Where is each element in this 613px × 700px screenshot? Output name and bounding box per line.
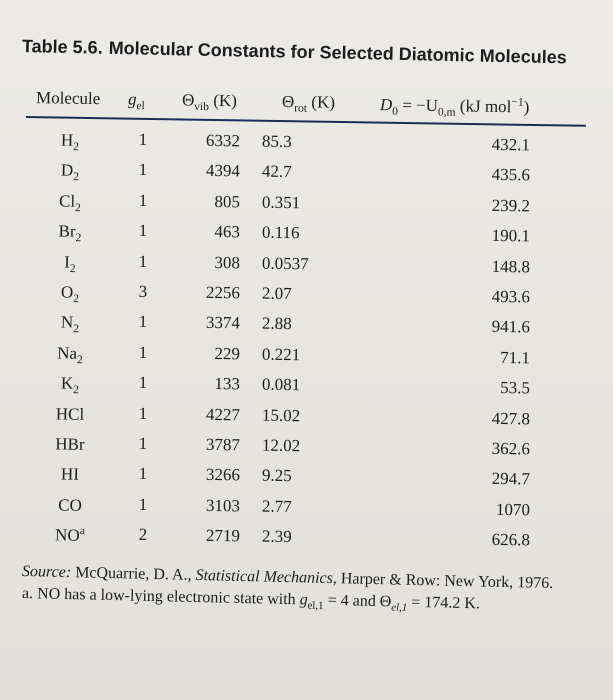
cell-theta-rot: 15.02 [261,405,301,425]
cell-theta-rot: 85.3 [261,131,292,152]
cell-theta-vib: 463 [214,222,241,242]
cell-d0: 53.5 [500,378,531,398]
cell-theta-rot: 0.221 [261,344,301,364]
cell-theta-vib: 3266 [205,465,241,485]
cell-d0: 362.6 [491,438,531,459]
header-d0: $D_0 = -U_{0,m}$ (kJ mol$^{-1}$) [379,95,530,119]
cell-d0: 294.7 [491,469,531,489]
cell-d0: 435.6 [491,165,531,185]
cell-molecule: $Na_2$ [57,343,83,366]
cell-theta-vib: 805 [214,191,241,212]
header-gel: $g_{el}$ [127,89,145,113]
cell-molecule: HBr [55,434,85,454]
cell-gel: 1 [138,160,148,180]
cell-molecule: $NO^a$ [55,524,85,545]
cell-theta-vib: 229 [214,343,241,364]
cell-theta-vib: 3103 [205,495,241,516]
cell-theta-rot: 0.081 [261,374,301,395]
cell-molecule: HI [60,464,80,485]
cell-gel: 3 [138,281,148,302]
cell-d0: 148.8 [491,256,531,276]
cell-theta-vib: 2256 [205,282,241,303]
table-caption: Molecular Constants for Selected Diatomic Molecules [108,37,567,68]
cell-theta-rot: 0.116 [261,222,300,243]
cell-theta-rot: 0.0537 [261,253,309,273]
cell-d0: 626.8 [491,529,531,550]
cell-d0: 71.1 [500,347,531,368]
cell-molecule: $D_2$ [60,160,80,184]
cell-theta-vib: 2719 [205,525,241,546]
cell-theta-rot: 2.07 [261,283,292,304]
cell-gel: 1 [138,312,148,332]
cell-molecule: HCl [55,403,85,424]
cell-gel: 1 [138,373,148,393]
source-note: Source: McQuarrie, D. A., Statistical Mechanics, Harper & Row: New York, 1976. [21,563,554,593]
header-molecule: Molecule [35,88,101,109]
cell-molecule: $Cl_2$ [58,191,81,214]
cell-molecule: $Br_2$ [58,221,82,245]
table-body [0,124,613,549]
cell-d0: 941.6 [491,317,531,337]
cell-theta-rot: 2.88 [261,314,292,334]
table-title [22,36,567,68]
cell-theta-vib: 3374 [205,313,241,333]
cell-theta-vib: 4394 [205,161,241,181]
cell-d0: 1070 [495,499,531,520]
cell-gel: 1 [138,433,148,453]
cell-molecule: $O_2$ [60,282,80,306]
cell-molecule: $I_2$ [64,252,76,275]
cell-theta-rot: 12.02 [261,435,301,456]
cell-molecule: $N_2$ [60,312,80,336]
cell-theta-vib: 133 [214,374,241,394]
cell-theta-rot: 9.25 [261,465,292,486]
header-theta-vib: $\Theta_{vib}$ (K) [181,90,238,114]
cell-theta-vib: 3787 [205,434,241,455]
cell-theta-rot: 42.7 [261,162,292,182]
cell-gel: 1 [138,190,148,210]
cell-theta-vib: 4227 [205,404,241,424]
cell-gel: 1 [138,129,148,150]
cell-theta-vib: 6332 [205,130,241,151]
cell-theta-rot: 2.77 [261,496,292,516]
cell-theta-vib: 308 [214,252,241,272]
cell-theta-rot: 0.351 [261,192,301,212]
cell-gel: 1 [138,221,148,241]
cell-d0: 432.1 [491,134,531,155]
cell-gel: 1 [138,494,148,514]
cell-d0: 190.1 [491,226,531,246]
cell-gel: 2 [138,525,148,545]
cell-molecule: CO [58,495,82,515]
cell-d0: 239.2 [491,195,531,216]
cell-gel: 1 [138,342,148,362]
table-number: Table 5.6. [21,36,103,58]
header-theta-rot: $\Theta_{rot}$ (K) [281,91,336,115]
footnote: a. NO has a low-lying electronic state with $g_{el,1} = 4$ and $\Theta_{el,1} = 174.2$ K. [21,585,481,614]
cell-gel: 1 [138,251,148,271]
cell-theta-rot: 2.39 [261,526,292,547]
cell-d0: 427.8 [491,408,531,428]
cell-gel: 1 [138,464,148,484]
cell-molecule: $K_2$ [60,373,80,397]
cell-gel: 1 [138,403,148,423]
cell-d0: 493.6 [491,286,531,307]
cell-molecule: $H_2$ [60,130,80,154]
